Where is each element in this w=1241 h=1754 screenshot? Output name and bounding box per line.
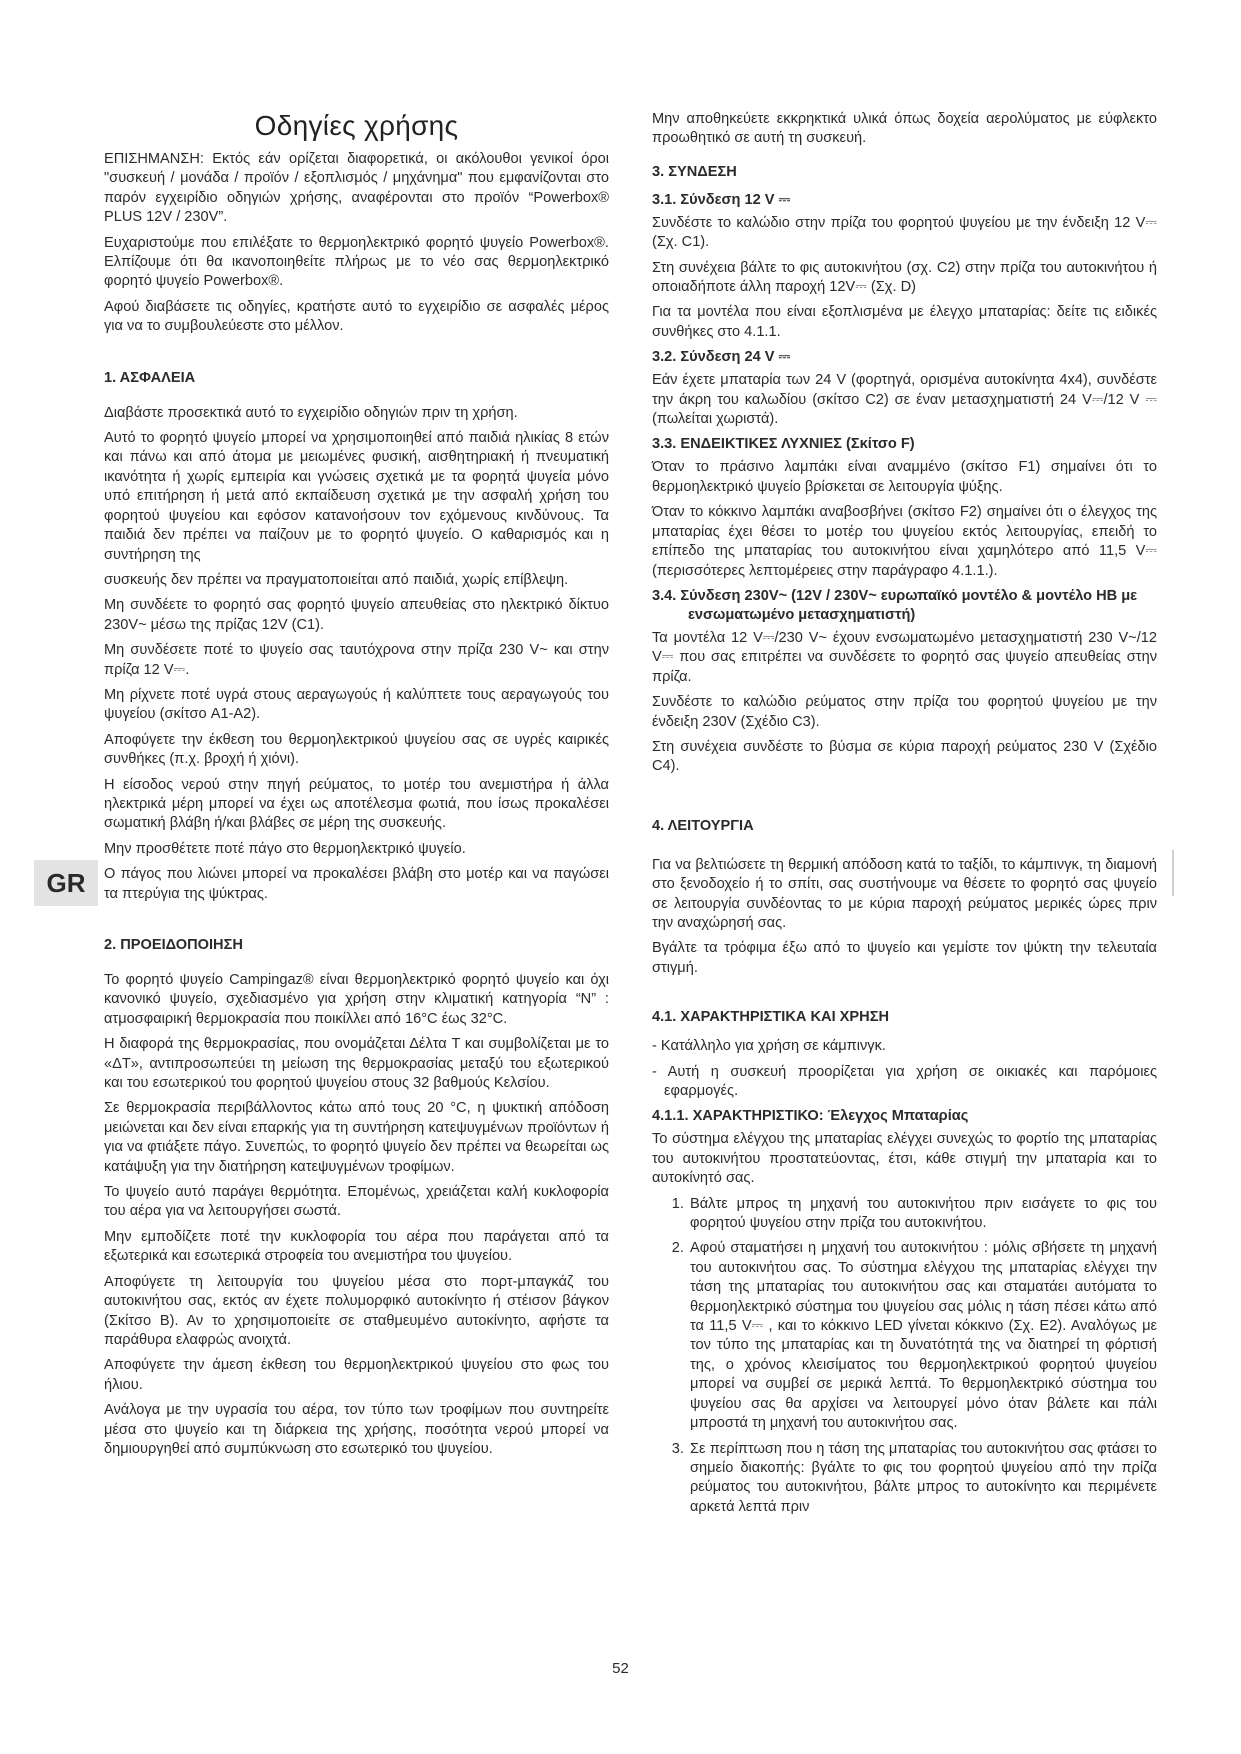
battery-control-intro: Το σύστημα ελέγχου της μπαταρίας ελέγχει συνεχώς το φορτίο της μπαταρίας του αυτοκινήτου προστατεύοντας, έτσι, κάθε στιγμή την μπαταρία και το αυτοκίνητό σας. [652,1131,1157,1187]
battery-step: 2. Αφού σταματήσει η μηχανή του αυτοκινήτου : μόλις σβήσετε τη μηχανή του αυτοκινήτου σας. Το σύστημα ελέγχου της μπαταρίας ελέγχει την τάση της μπαταρίας του αυτοκινήτου σας και σταματάει αυτόματα το θερμοηλεκτρικό σύστημα του ψυγείου σας μόλις η τάση πέσει κάτω από τα 11,5 V⎓ , και το κόκκινο LED γίνεται κόκκινο (Σχ. E2). Αναλόγως με τον τύπο της μπαταρίας και τη δυνατότητά της να διατηρεί τη φόρτισή της, ο χρόνος κλεισίματος του θερμοηλεκτρικού φορητού ψυγείου μπορεί να συμβεί σε μερικά λεπτά. Το θερμοηλεκτρικό σύστημα του ψυγείου σας θα αρχίσει να λειτουργεί μόνο όταν βάλετε και πάλι μπροστά τη μηχανή του αυτοκινήτου σας. [688,1239,1157,1433]
battery-step: 1. Βάλτε μπρος τη μηχανή του αυτοκινήτου πριν εισάγετε το φις του φορητού ψυγείου στην πρίζα του αυτοκινήτου. [688,1195,1157,1234]
indicator-lamps-heading: 3.3. ΕΝΔΕΙΚΤΙΚΕΣ ΛΥΧΝΙΕΣ (Σκίτσο F) [652,436,915,453]
warning-paragraph: Σε θερμοκρασία περιβάλλοντος κάτω από τους 20 °C, η ψυκτική απόδοση μειώνεται και δεν είναι επαρκής για τη συντήρηση κατεψυγμένων προϊόντων ή για να φτιάξετε πάγο. Συνεπώς, το φορητό ψυγείο δεν πρέπει να θεωρείται ως κατάψυξη για την διατήρηση κατεψυγμένων τροφίμων. [104,1100,609,1175]
safety-paragraph: Μην προσθέτετε ποτέ πάγο στο θερμοηλεκτρικό ψυγείο. [104,840,466,857]
connection-12v-paragraph: Συνδέστε το καλώδιο στην πρίζα του φορητού ψυγείου με την ένδειξη 12 V⎓ (Σχ. C1). [652,214,1157,251]
warning-continued: Μην αποθηκεύετε εκκρηκτικά υλικά όπως δοχεία αερολύματος με εύφλεκτο προωθητικό σε αυτή τη συσκευή. [652,111,1157,147]
intro-note: ΕΠΙΣΗΜΑΝΣΗ: Εκτός εάν ορίζεται διαφορετικά, οι ακόλουθοι γενικοί όροι "συσκευή / μονάδα / προϊόν / εξοπλισμός / μηχάνημα" που εμφανίζονται στο παρόν εγχειρίδιο οδηγιών χρήσης, αναφέρονται στο προϊόν “Powerbox® PLUS 12V / 230V”. [104,151,609,226]
safety-paragraph: Αποφύγετε την έκθεση του θερμοηλεκτρικού ψυγείου σας σε υγρές καιρικές συνθήκες (π.χ. βροχή ή χιόνι). [104,731,609,768]
warning-heading: 2. ΠΡΟΕΙΔΟΠΟΙΗΣΗ [104,937,243,953]
warning-paragraph: Ανάλογα με την υγρασία του αέρα, τον τύπο των τροφίμων που συντηρείτε μέσα στο ψυγείο και τη διάρκεια της χρήσης, ποσότητα νερού μπορεί να δημιουργηθεί από συμπύκνωση στο εσωτερικό του ψυγείου. [104,1402,609,1457]
battery-control-steps [652,1195,1157,1518]
battery-step: 3. Σε περίπτωση που η τάση της μπαταρίας του αυτοκινήτου σας φτάσει το σημείο διακοπής: βγάλτε το φις του φορητού ψυγείου από την πρίζα ρεύματος του αυτοκινήτου, βάλτε μπρος το αυτοκίνητο και περιμένετε αρκετά λεπτά πριν [688,1440,1157,1518]
warning-paragraph: Το φορητό ψυγείο Campingaz® είναι θερμοηλεκτρικό φορητό ψυγείο και όχι κανονικό ψυγείο, σχεδιασμένο για χρήση στην κλιματική κατηγορία “N” : ατμοσφαιρική θερμοκρασία που ποικίλλει από 16°C έως 32°C. [104,972,609,1027]
connection-12v-heading: 3.1. Σύνδεση 12 V ⎓ [652,191,791,208]
connection-230v-heading: 3.4. Σύνδεση 230V~ (12V / 230V~ ευρωπαϊκό μοντέλο & μοντέλο HB με ενσωματωμένο μετασχηματιστή) [652,587,1138,623]
page-title: Οδηγίες χρήσης [254,110,459,141]
connection-24v-heading: 3.2. Σύνδεση 24 V ⎓ [652,349,791,366]
safety-paragraph: συσκευής δεν πρέπει να πραγματοποιείται από παιδιά, χωρίς επίβλεψη. [104,571,569,588]
connection-230v-paragraph: Συνδέστε το καλώδιο ρεύματος στην πρίζα του φορητού ψυγείου με την ένδειξη 230V (Σχέδιο C3). [652,694,1157,730]
warning-paragraph: Η διαφορά της θερμοκρασίας, που ονομάζεται Δέλτα T και συμβολίζεται με το «ΔT», αντιπροσωπεύει τη μείωση της θερμοκρασίας μεταξύ του εξωτερικού και του εσωτερικού του φορητού ψυγείου στους 32 βαθμούς Κελσίου. [104,1036,609,1092]
warning-paragraph: Αποφύγετε τη λειτουργία του ψυγείου μέσα στο πορτ-μπαγκάζ του αυτοκινήτου σας, εκτός αν έχετε πολυμορφικό αυτοκίνητο ή στέισον βάγκον (Σκίτσο B). Αν το χρησιμοποιείτε σε σταθμευμένο αυτοκίνητο, αφήστε τα παράθυρα ελαφρώς ανοιχτά. [104,1273,609,1348]
warning-paragraph: Μην εμποδίζετε ποτέ την κυκλοφορία του αέρα που παράγεται από τα εξωτερικά και εσωτερικά στροφεία του ανεμιστήρα του ψυγείου. [104,1228,609,1265]
page-number: 52 [612,1660,629,1677]
safety-paragraph: Μη ρίχνετε ποτέ υγρά στους αεραγωγούς ή καλύπτετε τους αεραγωγούς του ψυγείου (σκίτσο A1-A2). [104,686,609,723]
features-heading: 4.1. ΧΑΡΑΚΤΗΡΙΣΤΙΚΑ ΚΑΙ ΧΡΗΣΗ [652,1009,889,1026]
battery-control-heading: 4.1.1. ΧΑΡΑΚΤΗΡΙΣΤΙΚΟ: Έλεγχος Μπαταρίας [652,1108,969,1125]
connection-230v-paragraph: Στη συνέχεια συνδέστε το βύσμα σε κύρια παροχή ρεύματος 230 V (Σχέδιο C4). [652,738,1157,775]
features-item: - Αυτή η συσκευή προορίζεται για χρήση σε οικιακές και παρόμοιες εφαρμογές. [652,1063,1157,1099]
safety-paragraph: Μη συνδέετε το φορητό σας φορητό ψυγείο απευθείας στο ηλεκτρικό δίκτυο 230V~ μέσω της πρίζας 12V (C1). [104,597,609,633]
operation-paragraph: Για να βελτιώσετε τη θερμική απόδοση κατά το ταξίδι, το κάμπινγκ, τη διαμονή στο ξενοδοχείο ή το σπίτι, σας συστήνουμε να θέσετε το φορητό σας ψυγείο σε λειτουργία συνδέοντας το με κύρια παροχή ρεύματος μερικές ώρες πριν την αναχώρησή σας. [652,856,1157,931]
safety-paragraph: Αυτό το φορητό ψυγείο μπορεί να χρησιμοποιηθεί από παιδιά ηλικίας 8 ετών και πάνω και από άτομα με μειωμένες φυσική, αισθητηριακή ή πνευματική ικανότητα ή χωρίς εμπειρία και γνώσεις σχετικά με τα φορητά ψυγεία μόνο υπό επιτήρηση ή μετά από εκπαίδευση σχετικά με την ασφαλή χρήση του φορητού ψυγείου και εφόσον κατανοήσουν τον εχόμενους κινδύνους. Τα παιδιά δεν πρέπει να παίζουν με το φορητό ψυγείο. Ο καθαρισμός και η συντήρηση της [104,430,609,563]
intro-thanks: Ευχαριστούμε που επιλέξατε το θερμοηλεκτρικό φορητό ψυγείο Powerbox®. Ελπίζουμε ότι θα ικανοποιηθείτε πλήρως με το νέο σας θερμοηλεκτρικό φορητό ψυγείο Powerbox®. [104,234,609,290]
connection-heading: 3. ΣΥΝΔΕΣΗ [652,163,737,180]
connection-230v-paragraph: Τα μοντέλα 12 V⎓/230 V~ έχουν ενσωματωμένο μετασχηματιστή 230 V~/12 V⎓ που σας επιτρέπει να συνδέσετε το φορητό σας ψυγείο απευθείας στην πρίζα. [652,629,1157,685]
margin-mark [1172,850,1174,896]
connection-12v-paragraph: Για τα μοντέλα που είναι εξοπλισμένα με έλεγχο μπαταρίας: δείτε τις ειδικές συνθήκες στο 4.1.1. [652,304,1157,340]
features-item: - Κατάλληλο για χρήση σε κάμπινγκ. [652,1038,886,1055]
indicator-lamps-paragraph: Όταν το πράσινο λαμπάκι είναι αναμμένο (σκίτσο F1) σημαίνει ότι το θερμοηλεκτρικό ψυγείο βρίσκεται σε λειτουργία ψύξης. [652,459,1157,495]
safety-paragraph: Ο πάγος που λιώνει μπορεί να προκαλέσει βλάβη στο μοτέρ και να παγώσει τα πτερύγια της ψύκτρας. [104,866,609,902]
safety-heading: 1. ΑΣΦΑΛΕΙΑ [104,369,196,386]
safety-paragraph: Μη συνδέσετε ποτέ το ψυγείο σας ταυτόχρονα στην πρίζα 230 V~ και στην πρίζα 12 V⎓. [104,642,609,678]
intro-keep-manual: Αφού διαβάσετε τις οδηγίες, κρατήστε αυτό το εγχειρίδιο σε ασφαλές μέρος για να το συμβουλεύεστε στο μέλλον. [104,298,609,335]
warning-paragraph: Αποφύγετε την άμεση έκθεση του θερμοηλεκτρικού ψυγείου στο φως του ήλιου. [104,1357,609,1393]
language-tab: GR [34,860,98,906]
connection-24v-paragraph: Εάν έχετε μπαταρία των 24 V (φορτηγά, ορισμένα αυτοκίνητα 4x4), συνδέστε την άκρη του καλωδίου (σκίτσο C2) σε έναν μετασχηματιστή 24 V⎓/12 V ⎓ (πωλείται χωριστά). [652,372,1157,428]
operation-paragraph: Βγάλτε τα τρόφιμα έξω από το ψυγείο και γεμίστε τον ψύκτη την τελευταία στιγμή. [652,940,1157,976]
left-column [104,110,609,1465]
safety-paragraph: Η είσοδος νερού στην πηγή ρεύματος, το μοτέρ του ανεμιστήρα ή άλλα ηλεκτρικά μέρη μπορεί να έχει ως αποτέλεσμα φωτιά, που ίσως προκαλέσει σωματική βλάβη ή/και βλάβες σε μέρη της συσκευής. [104,776,609,832]
warning-paragraph: Το ψυγείο αυτό παράγει θερμότητα. Επομένως, χρειάζεται καλή κυκλοφορία του αέρα για να λειτουργήσει σωστά. [104,1184,609,1220]
indicator-lamps-paragraph: Όταν το κόκκινο λαμπάκι αναβοσβήνει (σκίτσο F2) σημαίνει ότι ο έλεγχος της μπαταρίας έχει θέσει το μοτέρ του ψυγείου εκτός λειτουργίας, επειδή το επίπεδο της μπαταρίας του αυτοκινήτου είναι χαμηλότερο από 11,5 V⎓ (περισσότερες λεπτομέρειες στην παράγραφο 4.1.1.). [652,504,1157,579]
operation-heading: 4. ΛΕΙΤΟΥΡΓΙΑ [652,817,754,834]
right-column [652,110,1157,1523]
connection-12v-paragraph: Στη συνέχεια βάλτε το φις αυτοκινήτου (σχ. C2) στην πρίζα του αυτοκινήτου ή οποιαδήποτε άλλη παροχή 12V⎓ (Σχ. D) [652,259,1157,296]
safety-paragraph: Διαβάστε προσεκτικά αυτό το εγχειρίδιο οδηγιών πριν τη χρήση. [104,404,518,421]
